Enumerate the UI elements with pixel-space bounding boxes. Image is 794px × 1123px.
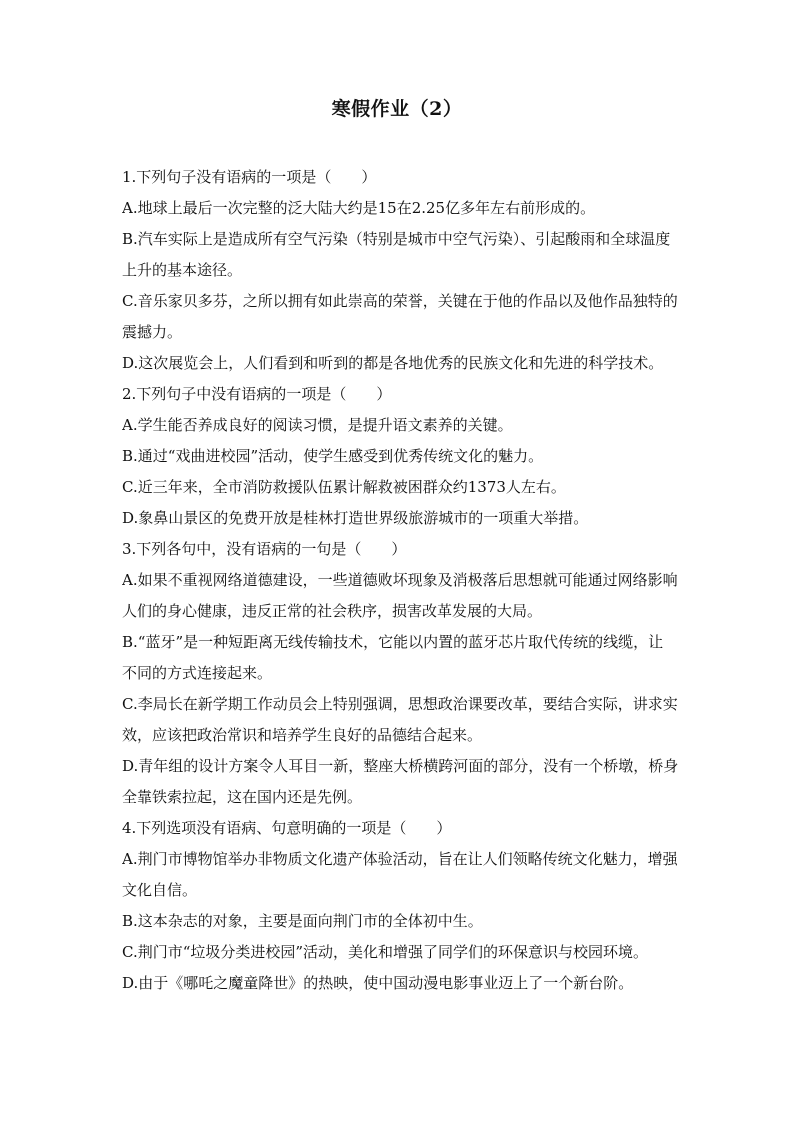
question-list <box>122 162 698 999</box>
question-3-option-b-cont: 不同的方式连接起来。 <box>122 664 273 682</box>
question-2-option-c: C.近三年来，全市消防救援队伍累计解救被困群众约1373人左右。 <box>122 478 566 496</box>
page-title: 寒假作业（2） <box>331 98 463 120</box>
question-3-option-c: C.李局长在新学期工作动员会上特别强调，思想政治课要改革，要结合实际，讲求实 <box>122 695 678 713</box>
question-3-option-d: D.青年组的设计方案令人耳目一新，整座大桥横跨河面的部分，没有一个桥墩，桥身 <box>122 757 679 775</box>
question-1-option-b-cont: 上升的基本途径。 <box>122 261 243 279</box>
question-2-stem: 2.下列句子中没有语病的一项是（ ） <box>122 385 392 403</box>
question-1-option-c: C.音乐家贝多芬，之所以拥有如此崇高的荣誉，关键在于他的作品以及他作品独特的 <box>122 292 678 310</box>
question-4-stem: 4.下列选项没有语病、句意明确的一项是（ ） <box>122 819 452 837</box>
question-4-option-d: D.由于《哪吒之魔童降世》的热映，使中国动漫电影事业迈上了一个新台阶。 <box>122 974 634 992</box>
question-3-option-a-cont: 人们的身心健康，违反正常的社会秩序，损害改革发展的大局。 <box>122 602 543 620</box>
question-4-option-c: C.荆门市“垃圾分类进校园”活动，美化和增强了同学们的环保意识与校园环境。 <box>122 943 649 961</box>
question-3-option-d-cont: 全靠铁索拉起，这在国内还是先例。 <box>122 788 363 806</box>
question-1-stem: 1.下列句子没有语病的一项是（ ） <box>122 168 377 186</box>
question-2-option-d: D.象鼻山景区的免费开放是桂林打造世界级旅游城市的一项重大举措。 <box>122 509 589 527</box>
question-4-option-a: A.荆门市博物馆举办非物质文化遗产体验活动，旨在让人们领略传统文化魅力，增强 <box>122 850 678 868</box>
question-2-option-a: A.学生能否养成良好的阅读习惯，是提升语文素养的关键。 <box>122 416 513 434</box>
question-4-option-b: B.这本杂志的对象，主要是面向荆门市的全体初中生。 <box>122 912 483 930</box>
question-2-option-b: B.通过“戏曲进校园”活动，使学生感受到优秀传统文化的魅力。 <box>122 447 544 465</box>
question-1-option-c-cont: 震撼力。 <box>122 323 183 341</box>
question-3-option-b: B.“蓝牙”是一种短距离无线传输技术，它能以内置的蓝牙芯片取代传统的线缆，让 <box>122 633 664 651</box>
question-1-option-b: B.汽车实际上是造成所有空气污染（特别是城市中空气污染）、引起酸雨和全球温度 <box>122 230 671 248</box>
question-3-option-c-cont: 效，应该把政治常识和培养学生良好的品德结合起来。 <box>122 726 483 744</box>
question-3-option-a: A.如果不重视网络道德建设，一些道德败坏现象及消极落后思想就可能通过网络影响 <box>122 571 678 589</box>
question-1-option-a: A.地球上最后一次完整的泛大陆大约是15在2.25亿多年左右前形成的。 <box>122 199 596 217</box>
question-4-option-a-cont: 文化自信。 <box>122 881 198 899</box>
question-3-stem: 3.下列各句中，没有语病的一句是（ ） <box>122 540 407 558</box>
question-1-option-d: D.这次展览会上，人们看到和听到的都是各地优秀的民族文化和先进的科学技术。 <box>122 354 664 372</box>
